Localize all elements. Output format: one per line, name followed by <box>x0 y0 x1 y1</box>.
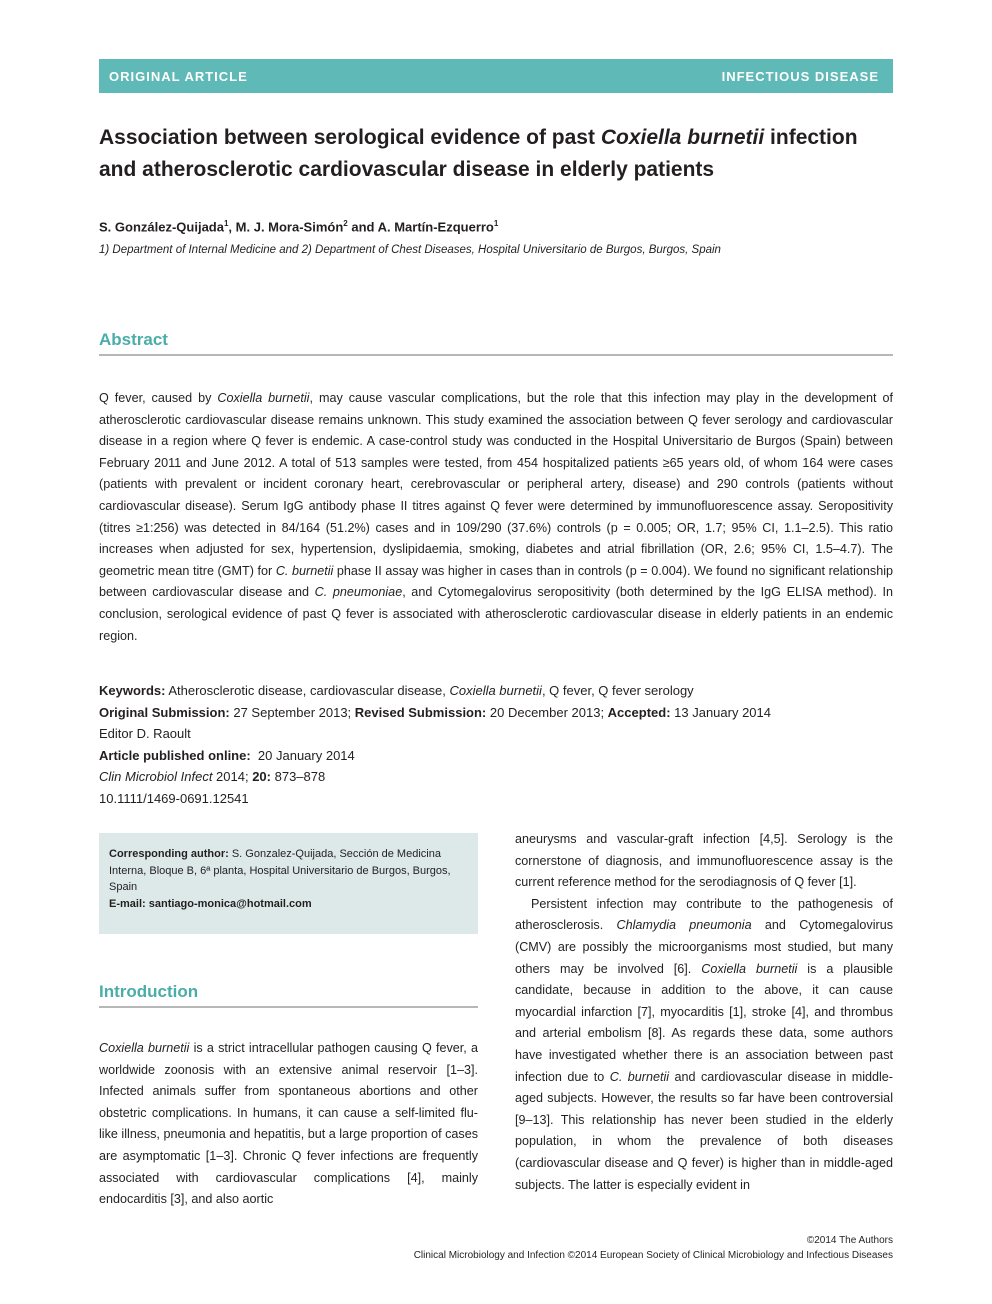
abstract-divider <box>99 354 893 356</box>
author-name: A. Martín-Ezquerro <box>377 219 494 235</box>
abstract-heading: Abstract <box>99 330 168 349</box>
article-metadata <box>99 680 893 810</box>
submission-dates: Original Submission: 27 September 2013; Revised Submission: 20 December 2013; Accepted: 13 January 2014 <box>99 704 771 720</box>
corresponding-author-box <box>99 833 478 934</box>
intro-column-left <box>99 1038 478 1211</box>
intro-column-right <box>515 829 893 1196</box>
author-name: S. González-Quijada <box>99 219 224 235</box>
abstract-text: Q fever, caused by Coxiella burnetii, may cause vascular complications, but the role that this infection may play in the development of atherosclerotic cardiovascular disease remains unknown. This study examined the association between Q fever serology and cardiovascular disease in a region where Q fever is endemic. A case-control study was conducted in the Hospital Universitario de Burgos (Spain) between February 2011 and June 2012. A total of 513 samples were tested, from 454 hospitalized patients ≥65 years old, of whom 164 were cases (patients with prevalent or incident coronary heart, cerebrovascular or peripheral artery, disease) and 290 controls (patients without cardiovascular disease). Serum IgG antibody phase II titres against Q fever were determined by immunofluorescence assay. Seropositivity (titres ≥1:256) was detected in 84/164 (51.2%) cases and in 109/290 (37.6%) controls (p = 0.005; OR, 1.7; 95% CI, 1.1–2.5). This ratio increases when adjusted for sex, hypertension, dyslipidaemia, smoking, diabetes and atrial fibrillation (OR, 2.6; 95% CI, 1.5–4.7). The geometric mean titre (GMT) for C. burnetii phase II assay was higher in cases than in controls (p = 0.004). We found no significant relationship between cardiovascular disease and C. pneumoniae, and Cytomegalovirus seropositivity (both determined by the IgG ELISA method). In conclusion, serological evidence of past Q fever is associated with atherosclerotic cardiovascular disease in elderly patients in an endemic region. <box>99 391 894 643</box>
intro-paragraph-1: Coxiella burnetii is a strict intracellular pathogen causing Q fever, a worldwide zoonosis with an extensive animal reservoir [1–3]. Infected animals suffer from spontaneous abortions and other obstetric complications. In humans, it can cause a self-limited flu-like illness, pneumonia and hepatitis, but a large proportion of cases are asymptomatic [1–3]. Chronic Q fever infections are frequently associated with cardiovascular complications [4], mainly endocarditis [3], and also aortic <box>99 1041 479 1207</box>
author-list: S. González-Quijada$^1$, M. J. Mora-Simón$^2$ and A. Martín-Ezquerro$^1$ <box>99 219 499 235</box>
doi: 10.1111/1469-0691.12541 <box>99 790 249 806</box>
introduction-divider <box>99 1006 478 1008</box>
article-type-label: ORIGINAL ARTICLE <box>109 68 248 84</box>
author-name: M. J. Mora-Simón <box>235 219 344 235</box>
affiliations: 1) Department of Internal Medicine and 2) Department of Chest Diseases, Hospital Universitario de Burgos, Burgos, Spain <box>99 244 721 256</box>
subject-category-label: INFECTIOUS DISEASE <box>721 68 879 84</box>
intro-paragraph-1-cont: aneurysms and vascular-graft infection [4,5]. Serology is the cornerstone of diagnosis, and immunofluorescence assay is the current reference method for the serodiagnosis of Q fever [1]. <box>515 832 893 890</box>
intro-paragraph-2: Persistent infection may contribute to the pathogenesis of atherosclerosis. Chlamydia pneumonia and Cytomegalovirus (CMV) are possibly the microorganisms most studied, but many others may be involved [6]. Coxiella burnetii is a plausible candidate, because in addition to the above, it can cause myocardial infarction [7], myocarditis [1], stroke [4], and thrombus and arterial embolism [8]. As regards these data, some authors have investigated whether there is an association between past infection due to C. burnetii and cardiovascular disease in middle-aged subjects. However, the results so far have been controversial [9–13]. This relationship has never been studied in the elderly population, in whom the prevalence of both diseases (cardiovascular disease and Q fever) is higher than in middle-aged subjects. The latter is especially evident in <box>515 896 893 1192</box>
author-email: E-mail: santiago-monica@hotmail.com <box>109 897 312 910</box>
citation: Clin Microbiol Infect 2014; 20: 873–878 <box>99 769 326 785</box>
article-title: Association between serological evidence of past Coxiella burnetii infection and atherosclerotic cardiovascular disease in elderly patients <box>99 126 858 181</box>
keywords: Keywords: Atherosclerotic disease, cardiovascular disease, Coxiella burnetii, Q fever, Q fever serology <box>99 683 694 698</box>
published-online: Article published online: 20 January 2014 <box>99 747 355 763</box>
copyright-line: ©2014 The Authors <box>806 1235 893 1246</box>
introduction-heading: Introduction <box>99 982 199 1001</box>
journal-footer: Clinical Microbiology and Infection ©2014 European Society of Clinical Microbiology and Infectious Diseases <box>413 1250 893 1261</box>
editor: Editor D. Raoult <box>99 726 191 742</box>
corresponding-author: Corresponding author: S. Gonzalez-Quijada, Sección de Medicina Interna, Bloque B, 6ª planta, Hospital Universitario de Burgos, Burgos, Spain <box>109 848 451 893</box>
article-type-banner <box>99 59 893 93</box>
